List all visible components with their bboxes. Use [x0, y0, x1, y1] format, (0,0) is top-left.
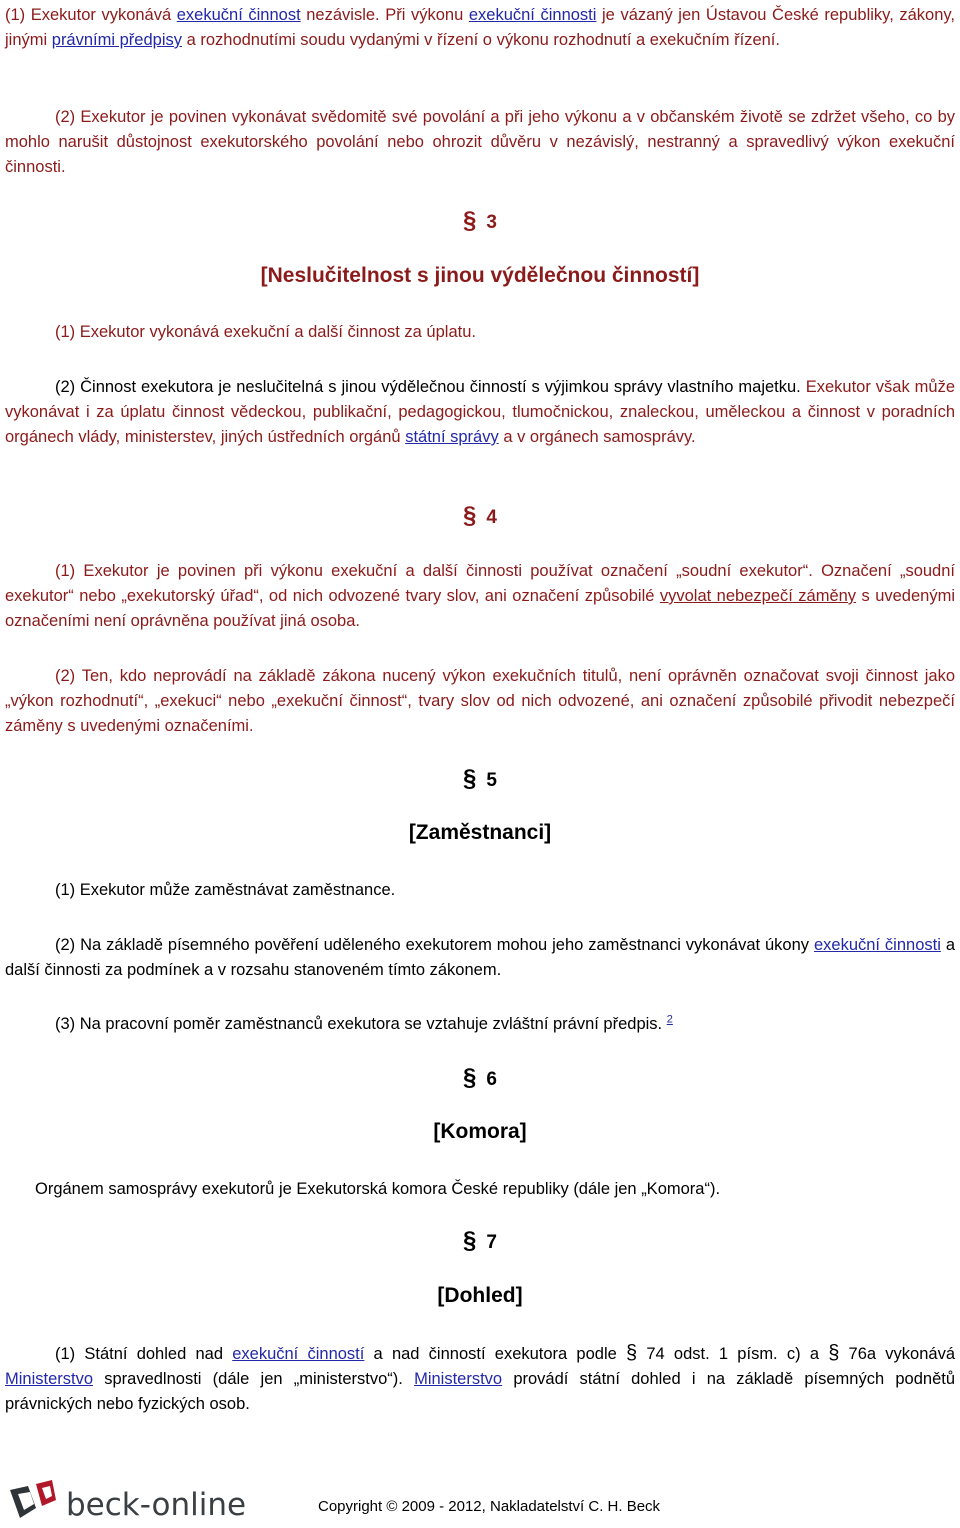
link-ministry[interactable]: Ministerstvo [5, 1370, 94, 1388]
section-3-title: [Neslučitelnost s jinou výdělečnou činností] [260, 264, 700, 287]
section-number: 7 [486, 1232, 497, 1253]
link-execution-activity-employees[interactable]: exekuční činnosti [813, 936, 941, 954]
section-5-title: [Zaměstnanci] [408, 821, 552, 844]
link-execution-activity[interactable]: exekuční činnost [176, 6, 301, 24]
s4-paragraph-1: (1) Exekutor je povinen při výkonu exekuční a další činnosti používat označení „soudní exekutor“. Označení „soudní exekutor“ nebo „exekutorský úřad“, od nich odvozené tvary slov, ani označení způsobilé vyvolat nebezpečí záměny s uvedenými označeními není oprávněna používat jiná osoba. [5, 562, 955, 630]
section-number: 3 [486, 212, 497, 233]
section-number: 6 [486, 1069, 497, 1090]
section-6-title: [Komora] [433, 1120, 527, 1143]
section-3-heading [0, 208, 960, 235]
section-6-heading [0, 1065, 960, 1092]
section-symbol: § [463, 1227, 477, 1254]
s4-paragraph-2: (2) Ten, kdo neprovádí na základě zákona nucený výkon exekučních titulů, není oprávněn označovat svoji činnost jako „výkon rozhodnutí“, „exekuci“ nebo „exekuční činnost“, tvary slov od nich odvozené, ani označení způsobilé přivodit nebezpečí záměny s uvedenými označeními. [5, 667, 955, 735]
section-ref-symbol: § [626, 1342, 638, 1364]
section-symbol: § [463, 1064, 477, 1091]
s5-paragraph-3: (3) Na pracovní poměr zaměstnanců exekutora se vztahuje zvláštní právní předpis. $^2$ [55, 1013, 673, 1033]
beck-online-logo [6, 1478, 256, 1526]
s2-paragraph-2: (2) Exekutor je povinen vykonávat svědomitě své povolání a při jeho výkonu a v občanském životě se zdržet všeho, co by mohlo narušit důstojnost exekutorského povolání nebo ohrozit důvěru v nezávislý, nestranný a spravedlivý výkon exekuční činnosti. [5, 108, 955, 176]
link-execution-activities[interactable]: exekuční činnosti [468, 6, 597, 24]
section-symbol: § [463, 207, 477, 234]
link-legal-regulations[interactable]: právními předpisy [51, 31, 182, 49]
section-symbol: § [463, 765, 477, 792]
s7-paragraph-1: (1) Státní dohled nad exekuční činností a nad činností exekutora podle § 74 odst. 1 písm. c) a § 76a vykonává Ministerstvo spravedlnosti (dále jen „ministerstvo“). Ministerstvo provádí státní dohled i na základě písemných podnětů právnických nebo fyzických osob. [5, 1342, 956, 1413]
s6-paragraph-1: Orgánem samosprávy exekutorů je Exekutorská komora České republiky (dále jen „Komora“). [35, 1180, 721, 1198]
footnote-link[interactable]: 2 [666, 1013, 673, 1026]
link-ministry-2[interactable]: Ministerstvo [414, 1370, 503, 1388]
section-4-heading [0, 503, 960, 530]
section-ref-symbol: § [828, 1342, 840, 1364]
section-number: 5 [486, 770, 497, 791]
svg-text:beck-online: beck-online [66, 1487, 247, 1523]
link-state-administration[interactable]: státní správy [405, 428, 499, 446]
section-7-title: [Dohled] [437, 1284, 523, 1307]
s2-paragraph-1: (1) Exekutor vykonává exekuční činnost nezávisle. Při výkonu exekuční činnosti je vázaný jen Ústavou České republiky, zákony, jinými právními předpisy a rozhodnutími soudu vydanými v řízení o výkonu rozhodnutí a exekučním řízení. [5, 6, 956, 49]
copyright-notice: Copyright © 2009 - 2012, Nakladatelství C. H. Beck [318, 1498, 661, 1515]
s5-paragraph-2: (2) Na základě písemného pověření uděleného exekutorem mohou jeho zaměstnanci vykonávat úkony exekuční činnosti a další činnosti za podmínek a v rozsahu stanoveném tímto zákonem. [5, 936, 955, 979]
section-number: 4 [486, 507, 497, 528]
section-symbol: § [463, 502, 477, 529]
section-7-heading [0, 1228, 960, 1255]
s3-paragraph-1: (1) Exekutor vykonává exekuční a další činnost za úplatu. [55, 323, 476, 341]
s3-paragraph-2: (2) Činnost exekutora je neslučitelná s jinou výdělečnou činností s výjimkou správy vlastního majetku. Exekutor však může vykonávat i za úplatu činnost vědeckou, publikační, pedagogickou, tlumočnickou, znaleckou, uměleckou a činnost v poradních orgánech vlády, ministerstev, jiných ústředních orgánů státní správy a v orgánech samosprávy. [5, 378, 955, 446]
section-5-heading [0, 766, 960, 793]
s5-paragraph-1: (1) Exekutor může zaměstnávat zaměstnance. [55, 881, 396, 899]
link-execution-activity-supervision[interactable]: exekuční činností [232, 1345, 365, 1363]
link-risk-of-confusion[interactable]: vyvolat nebezpečí záměny [659, 587, 857, 605]
page-footer [0, 1478, 960, 1528]
